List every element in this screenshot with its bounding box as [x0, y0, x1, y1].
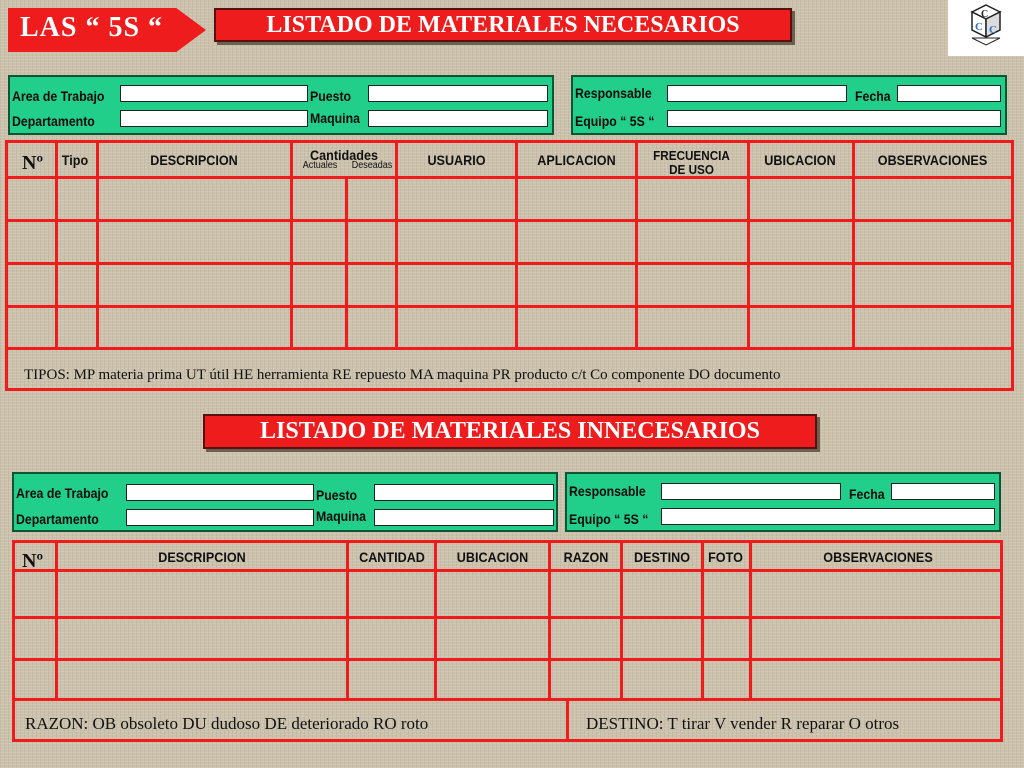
departamento-field[interactable] — [120, 110, 308, 127]
page-title: LAS “ 5S “ — [20, 12, 164, 43]
puesto-label: Puesto — [310, 88, 352, 104]
logo-letter-left: C — [975, 21, 983, 33]
col-divider — [434, 540, 437, 701]
col-divider — [96, 140, 99, 350]
col-divider — [852, 140, 855, 350]
col-divider — [749, 540, 752, 701]
equipo-5s-label: Equipo “ 5S “ — [575, 113, 655, 129]
tipos-legend: TIPOS: MP materia prima UT útil HE herramienta RE repuesto MA maquina PR producto c/t Co componente DO documento — [24, 367, 781, 383]
row-divider — [12, 698, 1003, 701]
maquina-field[interactable] — [368, 110, 548, 127]
col-divider — [548, 540, 551, 701]
responsable-label: Responsable — [569, 483, 646, 499]
row-divider — [5, 347, 1014, 350]
maquina-label: Maquina — [316, 508, 366, 524]
puesto-field[interactable] — [374, 484, 554, 501]
header-observaciones: OBSERVACIONES — [877, 152, 988, 168]
departamento-label: Departamento — [16, 511, 99, 527]
razon-legend: RAZON: OB obsoleto DU dudoso DE deteriorado RO roto — [25, 714, 429, 733]
header-frecuencia-line2: DE USO — [669, 162, 714, 177]
header-descripcion: DESCRIPCION — [150, 152, 238, 168]
area-trabajo-field[interactable] — [126, 484, 314, 501]
form-right-necesarios — [571, 75, 1007, 135]
header-observaciones: OBSERVACIONES — [823, 549, 933, 565]
form-left-innecesarios — [12, 472, 558, 532]
row-divider — [12, 658, 1003, 661]
row-divider — [5, 219, 1014, 222]
col-divider — [747, 140, 750, 350]
form-left-necesarios — [8, 75, 554, 135]
header-no: Nº — [22, 550, 44, 572]
col-divider — [345, 176, 348, 350]
header-aplicacion: APLICACION — [537, 152, 616, 168]
banner-necesarios: LISTADO DE MATERIALES NECESARIOS — [214, 8, 792, 42]
puesto-field[interactable] — [368, 85, 548, 102]
cube-logo-icon — [970, 3, 1002, 53]
responsable-field[interactable] — [667, 85, 847, 102]
col-divider — [395, 140, 398, 350]
departamento-field[interactable] — [126, 509, 314, 526]
header-deseadas: Deseadas — [351, 160, 393, 171]
row-divider — [12, 569, 1003, 572]
row-divider — [5, 262, 1014, 265]
header-actuales: Actuales — [302, 160, 338, 171]
col-divider — [290, 140, 293, 350]
col-divider — [620, 540, 623, 701]
logo — [948, 0, 1024, 56]
destino-legend: DESTINO: T tirar V vender R reparar O otros — [586, 714, 900, 733]
col-divider — [346, 540, 349, 701]
equipo-5s-field[interactable] — [667, 110, 1001, 127]
fecha-label: Fecha — [855, 88, 891, 104]
row-divider — [5, 176, 1014, 179]
header-tipo: Tipo — [61, 152, 89, 168]
equipo-5s-label: Equipo “ 5S “ — [569, 511, 649, 527]
responsable-field[interactable] — [661, 483, 841, 500]
header-descripcion: DESCRIPCION — [158, 549, 246, 565]
row-divider — [5, 305, 1014, 308]
header-ubicacion: UBICACION — [764, 152, 836, 168]
col-divider — [635, 140, 638, 350]
header-usuario: USUARIO — [427, 152, 486, 168]
header-frecuencia-line1: FRECUENCIA — [653, 148, 730, 163]
header-cantidades: Cantidades — [310, 147, 378, 163]
fecha-field[interactable] — [891, 483, 995, 500]
fecha-field[interactable] — [897, 85, 1001, 102]
puesto-label: Puesto — [316, 487, 358, 503]
responsable-label: Responsable — [575, 85, 652, 101]
area-trabajo-label: Area de Trabajo — [16, 485, 109, 501]
area-trabajo-field[interactable] — [120, 85, 308, 102]
area-trabajo-label: Area de Trabajo — [12, 88, 105, 104]
equipo-5s-field[interactable] — [661, 508, 995, 525]
header-razon: RAZON — [563, 549, 609, 565]
header-destino: DESTINO — [633, 549, 690, 565]
header-no: Nº — [22, 152, 44, 174]
logo-letter-top: C — [981, 9, 989, 20]
col-divider — [515, 140, 518, 350]
header-ubicacion: UBICACION — [456, 549, 529, 565]
banner-innecesarios: LISTADO DE MATERIALES INNECESARIOS — [203, 414, 817, 449]
maquina-label: Maquina — [310, 110, 360, 126]
col-divider — [55, 540, 58, 701]
col-divider — [55, 140, 58, 350]
logo-letter-right: C — [989, 24, 997, 36]
header-foto: FOTO — [708, 549, 743, 565]
maquina-field[interactable] — [374, 509, 554, 526]
row-divider — [12, 616, 1003, 619]
fecha-label: Fecha — [849, 486, 885, 502]
form-right-innecesarios — [565, 472, 1001, 532]
header-cantidad: CANTIDAD — [359, 549, 425, 565]
col-divider — [566, 698, 569, 742]
departamento-label: Departamento — [12, 113, 95, 129]
